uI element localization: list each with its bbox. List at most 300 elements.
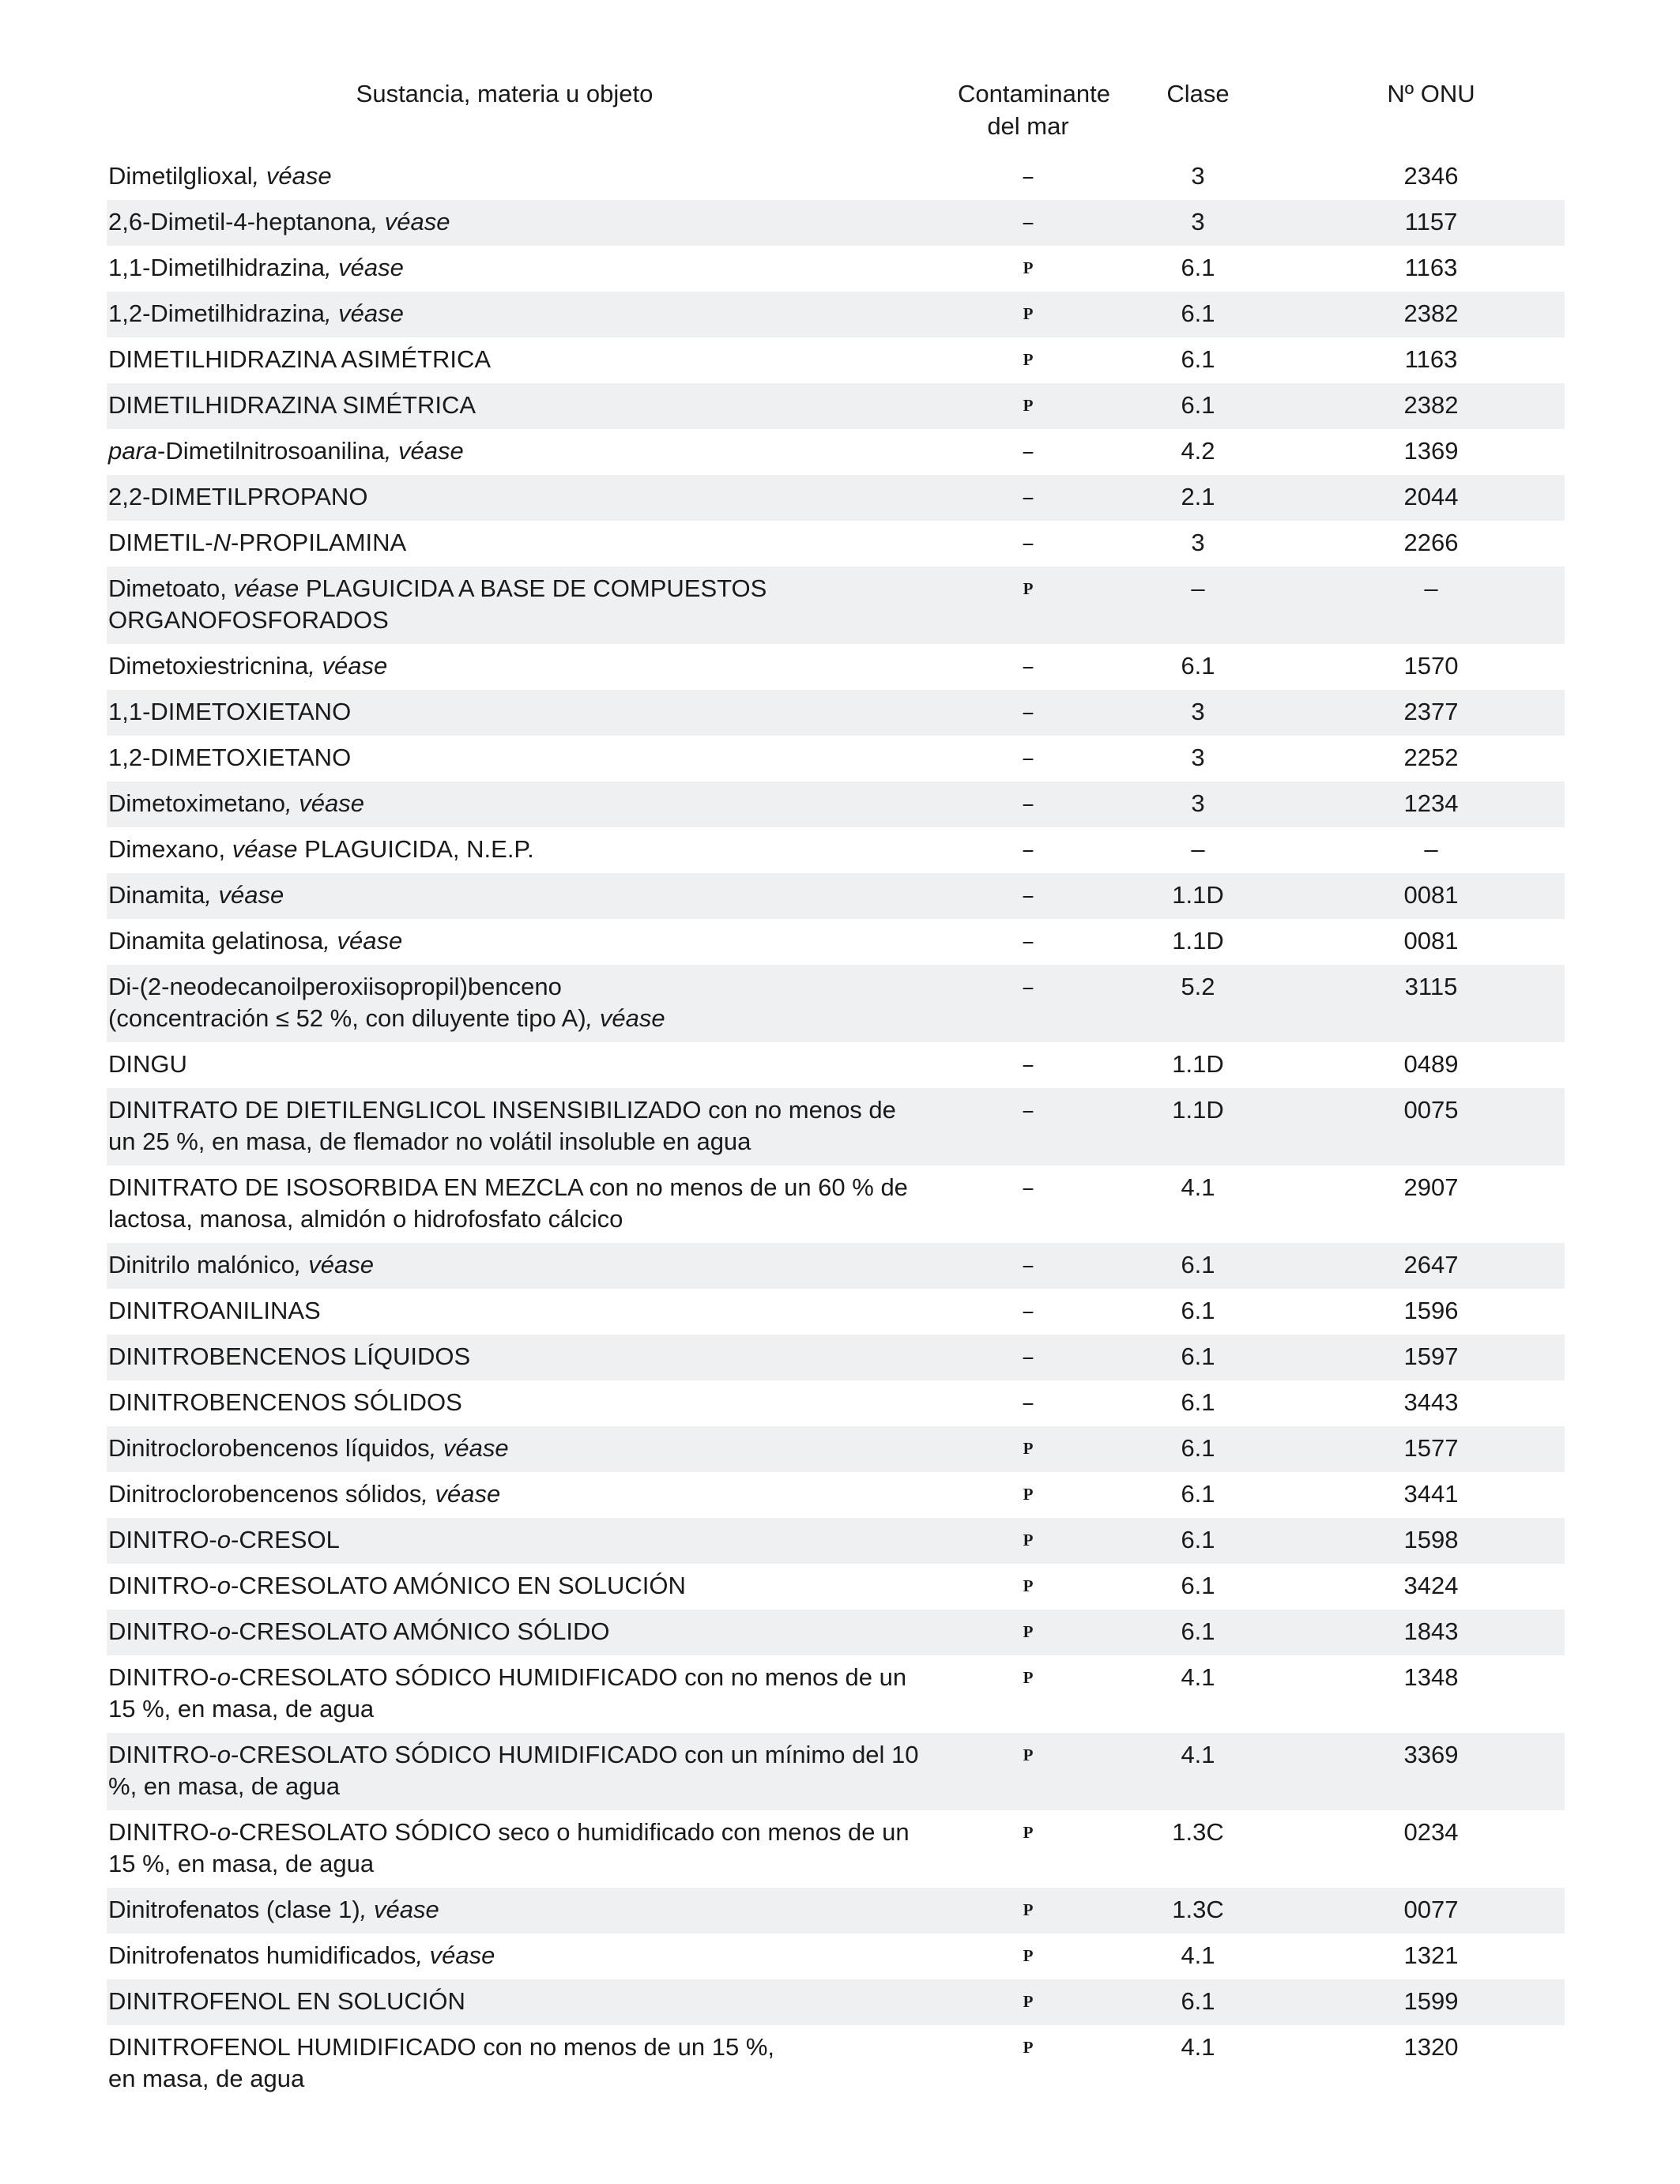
class-cell: 6.1 [1181, 1480, 1215, 1508]
marine-pollutant-dash: – [1022, 1388, 1034, 1417]
un-number-cell: 0489 [1403, 1050, 1459, 1078]
class-cell: 6.1 [1181, 1572, 1215, 1599]
substance-name-cell [107, 1472, 958, 1518]
substance-name-italic: , véase [416, 1941, 495, 1969]
substance-name-text: DINITROBENCENOS LÍQUIDOS [108, 1342, 471, 1370]
header-marine-pollutant: Contaminante del mar [958, 80, 1111, 140]
substance-name-italic: , véase [384, 437, 464, 465]
substance-name-italic: , véase [323, 927, 403, 955]
substance-name-text: Dinamita [108, 881, 205, 909]
substance-name-italic: o [217, 1572, 232, 1599]
substance-name-italic: , véase [586, 1004, 665, 1032]
un-number-cell: 2647 [1298, 1243, 1565, 1289]
table-row [107, 1289, 1565, 1335]
table-row [107, 154, 1565, 200]
un-number-cell: 1596 [1403, 1297, 1459, 1324]
marine-pollutant-mark: P [1023, 1900, 1034, 1919]
marine-pollutant-mark: P [1023, 258, 1034, 277]
substance-name-text: DIMETILHIDRAZINA ASIMÉTRICA [108, 345, 492, 373]
substance-name-text: DINITROFENOL EN SOLUCIÓN [108, 1987, 465, 2015]
class-cell: 1.3C [1172, 1818, 1224, 1846]
substance-name-cell [107, 1888, 958, 1934]
un-number-cell: 2346 [1403, 162, 1459, 190]
substance-name-cell [107, 1088, 958, 1165]
class-cell: 3 [1098, 781, 1298, 827]
marine-pollutant-cell [958, 383, 1098, 429]
class-cell: 4.1 [1181, 1941, 1215, 1969]
class-cell: 6.1 [1098, 383, 1298, 429]
table-row [107, 337, 1565, 383]
substance-name-cell [107, 919, 958, 965]
marine-pollutant-dash: – [1022, 927, 1034, 955]
substance-name-text: PLAGUICIDA A BASE DE COMPUESTOS ORGANOFOSFORADOS [108, 574, 767, 634]
marine-pollutant-dash: – [1022, 835, 1034, 864]
class-cell: 6.1 [1098, 1426, 1298, 1472]
substance-name-cell [107, 1518, 958, 1564]
substance-name-cell [107, 1655, 958, 1733]
un-number-cell: 1369 [1403, 437, 1459, 465]
substance-name-italic: o [217, 1663, 232, 1691]
marine-pollutant-cell [958, 1733, 1098, 1810]
table-row [107, 827, 1565, 873]
substance-name-text: -CRESOLATO AMÓNICO SÓLIDO [231, 1617, 610, 1645]
substance-name-cell [107, 690, 958, 736]
substance-name-italic: , véase [284, 789, 364, 817]
un-number-cell: 1597 [1298, 1335, 1565, 1380]
substance-name-text: 1,2-Dimetilhidrazina [108, 299, 325, 327]
marine-pollutant-cell [958, 1564, 1098, 1610]
un-number-cell: 2044 [1298, 475, 1565, 521]
substance-name-text: 1,1-DIMETOXIETANO [108, 698, 352, 725]
marine-pollutant-mark: P [1023, 1668, 1034, 1687]
marine-pollutant-cell [958, 1810, 1098, 1888]
marine-pollutant-mark: P [1023, 350, 1034, 369]
substance-name-italic: , véase [371, 208, 450, 235]
substance-name-text: Dinitrofenatos (clase 1) [108, 1896, 360, 1923]
table-row [107, 429, 1565, 475]
un-number-cell: 1570 [1403, 652, 1459, 680]
substance-name-italic: o [217, 1741, 232, 1768]
class-cell: 1.1D [1172, 927, 1224, 955]
marine-pollutant-cell [958, 1165, 1098, 1243]
un-number-cell: 2382 [1298, 383, 1565, 429]
un-number-cell: 1598 [1298, 1518, 1565, 1564]
substance-name-text: DINITRO- [108, 1572, 217, 1599]
substance-name-text: Dinitrilo malónico [108, 1251, 296, 1278]
table-row [107, 1655, 1565, 1733]
substance-name-cell [107, 1289, 958, 1335]
marine-pollutant-mark: P [1023, 304, 1034, 323]
class-cell: 2.1 [1098, 475, 1298, 521]
substance-name-text: DINITRO- [108, 1617, 217, 1645]
substance-name-italic: , véase [429, 1434, 509, 1462]
substance-name-cell [107, 292, 958, 337]
class-cell: – [1098, 567, 1298, 644]
un-number-cell: 1348 [1403, 1663, 1459, 1691]
class-cell: 3 [1191, 529, 1205, 556]
substance-name-text: en masa, de agua [108, 2065, 305, 2092]
substance-name-cell [107, 475, 958, 521]
substance-name-text: -CRESOLATO SÓDICO seco o humidificado con menos de un 15 %, en masa, de agua [108, 1818, 910, 1877]
substance-name-text: Dimetoximetano [108, 789, 285, 817]
substance-name-text: -PROPILAMINA [231, 529, 407, 556]
substance-name-cell [107, 1335, 958, 1380]
marine-pollutant-dash: – [1022, 1173, 1034, 1202]
substance-name-text: DINITRO- [108, 1663, 217, 1691]
un-number-cell: 1163 [1404, 254, 1458, 281]
un-number-cell: 1234 [1298, 781, 1565, 827]
table-row [107, 736, 1565, 781]
marine-pollutant-cell [958, 1289, 1098, 1335]
marine-pollutant-cell [958, 1610, 1098, 1655]
marine-pollutant-dash: – [1022, 483, 1034, 511]
marine-pollutant-dash: – [1022, 789, 1034, 818]
substance-name-text: -Dimetilnitrosoanilina [157, 437, 385, 465]
table-row [107, 200, 1565, 246]
un-number-cell: 2382 [1298, 292, 1565, 337]
marine-pollutant-cell [958, 781, 1098, 827]
un-number-cell: 3441 [1403, 1480, 1459, 1508]
substance-name-cell [107, 1426, 958, 1472]
class-cell: 6.1 [1181, 652, 1215, 680]
un-number-cell: 0075 [1298, 1088, 1565, 1165]
marine-pollutant-dash: – [1022, 652, 1034, 680]
table-row [107, 1380, 1565, 1426]
substance-name-italic: , véase [205, 881, 284, 909]
substance-name-text: 2,6-Dimetil-4-heptanona [108, 208, 371, 235]
marine-pollutant-mark: P [1023, 1622, 1034, 1641]
substance-name-italic: para [108, 437, 158, 465]
marine-pollutant-mark: P [1023, 1485, 1034, 1504]
substance-name-text: PLAGUICIDA, N.E.P. [297, 835, 534, 863]
marine-pollutant-dash: – [1022, 1297, 1034, 1325]
marine-pollutant-cell [958, 919, 1098, 965]
marine-pollutant-cell [958, 337, 1098, 383]
class-cell: – [1191, 835, 1205, 863]
table-row [107, 965, 1565, 1042]
table-row [107, 1165, 1565, 1243]
substance-name-italic: o [217, 1617, 232, 1645]
substance-name-cell [107, 154, 958, 200]
marine-pollutant-cell [958, 1888, 1098, 1934]
marine-pollutant-mark: P [1023, 1576, 1034, 1595]
marine-pollutant-dash: – [1022, 698, 1034, 726]
substance-name-text: Dimetilglioxal [108, 162, 253, 190]
substance-name-text: DINITRATO DE DIETILENGLICOL INSENSIBILIZADO con no menos de un 25 %, en masa, de flemador no volátil insoluble en agua [108, 1096, 896, 1155]
table-row [107, 1610, 1565, 1655]
marine-pollutant-mark: P [1023, 1992, 1034, 2011]
marine-pollutant-mark: P [1023, 1531, 1034, 1550]
substance-name-cell [107, 1934, 958, 1979]
marine-pollutant-cell [958, 246, 1098, 292]
substance-name-text: Dinamita gelatinosa [108, 927, 324, 955]
table-row [107, 1088, 1565, 1165]
class-cell: 5.2 [1098, 965, 1298, 1042]
marine-pollutant-cell [958, 873, 1098, 919]
substance-name-cell [107, 200, 958, 246]
substance-name-text: 2,2-DIMETILPROPANO [108, 483, 368, 510]
marine-pollutant-mark: P [1023, 396, 1034, 415]
un-number-cell: 3424 [1403, 1572, 1459, 1599]
marine-pollutant-mark: P [1023, 1439, 1034, 1458]
substance-name-cell [107, 1733, 958, 1810]
table-row [107, 567, 1565, 644]
substance-name-text: -CRESOLATO SÓDICO HUMIDIFICADO con no menos de un 15 %, en masa, de agua [108, 1663, 907, 1723]
substance-name-text: DINITROANILINAS [108, 1297, 321, 1324]
marine-pollutant-dash: – [1022, 1251, 1034, 1279]
marine-pollutant-cell [958, 1426, 1098, 1472]
class-cell: 6.1 [1181, 1388, 1215, 1416]
marine-pollutant-cell [958, 1335, 1098, 1380]
substance-name-text: Dimetoato, [108, 574, 234, 602]
marine-pollutant-cell [958, 154, 1098, 200]
marine-pollutant-cell [958, 2025, 1098, 2103]
marine-pollutant-cell [958, 1655, 1098, 1733]
marine-pollutant-dash: – [1022, 162, 1034, 190]
un-number-cell: 1843 [1298, 1610, 1565, 1655]
class-cell: 1.1D [1172, 1050, 1224, 1078]
table-row [107, 1979, 1565, 2025]
class-cell: 6.1 [1098, 1335, 1298, 1380]
marine-pollutant-dash: – [1022, 529, 1034, 557]
substance-name-cell [107, 1042, 958, 1088]
substance-name-italic: véase [233, 574, 299, 602]
substance-name-text: DINITRATO DE ISOSORBIDA EN MEZCLA con no menos de un 60 % de lactosa, manosa, almidón o hidrofosfato cálcico [108, 1173, 908, 1233]
un-number-cell: 0081 [1298, 873, 1565, 919]
substance-name-cell [107, 827, 958, 873]
substance-name-italic: , véase [324, 299, 404, 327]
class-cell: 6.1 [1098, 1518, 1298, 1564]
substance-name-cell [107, 521, 958, 567]
marine-pollutant-cell [958, 1979, 1098, 2025]
table-row [107, 690, 1565, 736]
class-cell: 4.1 [1181, 2033, 1215, 2061]
marine-pollutant-cell [958, 1934, 1098, 1979]
un-number-cell: 2377 [1298, 690, 1565, 736]
class-cell: 6.1 [1181, 1297, 1215, 1324]
un-number-cell: 1320 [1403, 2033, 1459, 2061]
marine-pollutant-cell [958, 1472, 1098, 1518]
marine-pollutant-mark: P [1023, 579, 1034, 598]
substance-name-text: DIMETILHIDRAZINA SIMÉTRICA [108, 391, 477, 419]
marine-pollutant-mark: P [1023, 1823, 1034, 1842]
substance-name-cell [107, 644, 958, 690]
marine-pollutant-cell [958, 1518, 1098, 1564]
substance-name-cell [107, 383, 958, 429]
class-cell: 6.1 [1181, 254, 1215, 281]
substance-name-text: Dinitroclorobencenos sólidos [108, 1480, 422, 1508]
dangerous-goods-table [107, 77, 1565, 2103]
marine-pollutant-dash: – [1022, 437, 1034, 465]
marine-pollutant-dash: – [1022, 208, 1034, 236]
class-cell: 3 [1098, 200, 1298, 246]
substance-name-text: (concentración ≤ 52 %, con diluyente tipo A) [108, 1004, 586, 1032]
marine-pollutant-cell [958, 521, 1098, 567]
table-row [107, 246, 1565, 292]
un-number-cell: – [1424, 835, 1438, 863]
marine-pollutant-dash: – [1022, 1342, 1034, 1371]
substance-name-text: Dinitrofenatos humidificados [108, 1941, 416, 1969]
marine-pollutant-dash: – [1022, 881, 1034, 909]
substance-name-text: -CRESOLATO AMÓNICO EN SOLUCIÓN [231, 1572, 686, 1599]
table-row [107, 1243, 1565, 1289]
table-row [107, 292, 1565, 337]
substance-name-italic: , véase [295, 1251, 374, 1278]
un-number-cell: 3443 [1403, 1388, 1459, 1416]
substance-name-cell [107, 736, 958, 781]
table-row [107, 2025, 1565, 2103]
marine-pollutant-cell [958, 827, 1098, 873]
table-row [107, 521, 1565, 567]
class-cell: 4.2 [1181, 437, 1215, 465]
substance-name-cell [107, 1810, 958, 1888]
substance-name-text: Dinitroclorobencenos líquidos [108, 1434, 430, 1462]
substance-name-cell [107, 246, 958, 292]
substance-name-italic: , véase [421, 1480, 501, 1508]
substance-name-italic: o [217, 1818, 232, 1846]
marine-pollutant-dash: – [1022, 1050, 1034, 1079]
marine-pollutant-dash: – [1022, 1096, 1034, 1124]
table-row [107, 781, 1565, 827]
table-header-row [107, 77, 1565, 154]
class-cell: 3 [1098, 690, 1298, 736]
class-cell: 6.1 [1098, 1610, 1298, 1655]
substance-name-cell [107, 873, 958, 919]
substance-name-italic: , véase [308, 652, 388, 680]
substance-name-cell [107, 1979, 958, 2025]
substance-name-italic: , véase [360, 1896, 439, 1923]
substance-name-text: Dimexano, [108, 835, 232, 863]
substance-name-cell [107, 567, 958, 644]
substance-name-cell [107, 2025, 958, 2103]
substance-name-text: DIMETIL- [108, 529, 213, 556]
marine-pollutant-cell [958, 475, 1098, 521]
marine-pollutant-mark: P [1023, 1946, 1034, 1965]
substance-name-text: -CRESOLATO SÓDICO HUMIDIFICADO con un mínimo del 10 %, en masa, de agua [108, 1741, 919, 1800]
un-number-cell: 1157 [1298, 200, 1565, 246]
marine-pollutant-mark: P [1023, 1745, 1034, 1764]
substance-name-text: DINITROFENOL HUMIDIFICADO con no menos de un 15 %, [108, 2033, 774, 2061]
class-cell: 6.1 [1098, 1243, 1298, 1289]
substance-name-cell [107, 781, 958, 827]
un-number-cell: 1577 [1298, 1426, 1565, 1472]
substance-name-italic: o [217, 1526, 232, 1553]
un-number-cell: 2266 [1403, 529, 1459, 556]
un-number-cell: 2252 [1403, 744, 1459, 771]
table-row [107, 1934, 1565, 1979]
table-row [107, 1518, 1565, 1564]
class-cell: 6.1 [1098, 292, 1298, 337]
un-number-cell: 2907 [1403, 1173, 1459, 1201]
table-row [107, 1426, 1565, 1472]
substance-name-cell [107, 1165, 958, 1243]
marine-pollutant-cell [958, 1243, 1098, 1289]
header-substance: Sustancia, materia u objeto [356, 80, 654, 107]
substance-name-text: DINITRO- [108, 1741, 217, 1768]
un-number-cell: 3115 [1298, 965, 1565, 1042]
marine-pollutant-cell [958, 736, 1098, 781]
marine-pollutant-cell [958, 1088, 1098, 1165]
table-row [107, 1042, 1565, 1088]
table-row [107, 873, 1565, 919]
class-cell: 1.1D [1098, 1088, 1298, 1165]
un-number-cell: 0234 [1403, 1818, 1459, 1846]
substance-name-italic: N [213, 529, 232, 556]
marine-pollutant-cell [958, 644, 1098, 690]
un-number-cell: 1321 [1403, 1941, 1459, 1969]
table-row [107, 1888, 1565, 1934]
marine-pollutant-cell [958, 1042, 1098, 1088]
substance-name-text: 1,2-DIMETOXIETANO [108, 744, 352, 771]
un-number-cell: 0077 [1298, 1888, 1565, 1934]
substance-name-italic: , véase [252, 162, 332, 190]
table-row [107, 1810, 1565, 1888]
table-row [107, 1564, 1565, 1610]
marine-pollutant-dash: – [1022, 744, 1034, 772]
marine-pollutant-cell [958, 1380, 1098, 1426]
marine-pollutant-cell [958, 965, 1098, 1042]
substance-name-text: Di-(2-neodecanoilperoxiisopropil)benceno [108, 973, 562, 1000]
class-cell: 1.1D [1098, 873, 1298, 919]
class-cell: 4.1 [1181, 1663, 1215, 1691]
substance-name-cell [107, 1243, 958, 1289]
substance-name-italic: véase [232, 835, 298, 863]
header-class: Clase [1166, 80, 1230, 107]
table-row [107, 644, 1565, 690]
class-cell: 3 [1191, 744, 1205, 771]
substance-name-cell [107, 337, 958, 383]
un-number-cell: 3369 [1298, 1733, 1565, 1810]
table-body [107, 154, 1565, 2103]
table-row [107, 1472, 1565, 1518]
substance-name-text: Dimetoxiestricnina [108, 652, 309, 680]
marine-pollutant-cell [958, 690, 1098, 736]
substance-name-text: DINITRO- [108, 1526, 217, 1553]
class-cell: 4.1 [1181, 1173, 1215, 1201]
un-number-cell: 1599 [1298, 1979, 1565, 2025]
substance-name-cell [107, 1380, 958, 1426]
class-cell: 4.1 [1098, 1733, 1298, 1810]
substance-name-cell [107, 1564, 958, 1610]
marine-pollutant-cell [958, 429, 1098, 475]
un-number-cell: 1163 [1404, 345, 1458, 373]
substance-name-text: DINITRO- [108, 1818, 217, 1846]
class-cell: 6.1 [1181, 345, 1215, 373]
table-row [107, 383, 1565, 429]
substance-name-cell [107, 1610, 958, 1655]
substance-name-italic: , véase [324, 254, 404, 281]
table-row [107, 1335, 1565, 1380]
substance-name-text: DINITROBENCENOS SÓLIDOS [108, 1388, 462, 1416]
header-un-number: Nº ONU [1387, 80, 1475, 107]
un-number-cell: – [1298, 567, 1565, 644]
marine-pollutant-dash: – [1022, 973, 1034, 1001]
substance-name-cell [107, 429, 958, 475]
substance-name-text: DINGU [108, 1050, 187, 1078]
class-cell: 1.3C [1098, 1888, 1298, 1934]
substance-table-page [107, 77, 1565, 2103]
marine-pollutant-cell [958, 567, 1098, 644]
substance-name-text: -CRESOL [231, 1526, 340, 1553]
marine-pollutant-cell [958, 200, 1098, 246]
substance-name-text: 1,1-Dimetilhidrazina [108, 254, 325, 281]
class-cell: 6.1 [1098, 1979, 1298, 2025]
table-row [107, 919, 1565, 965]
substance-name-cell [107, 965, 958, 1042]
table-row [107, 475, 1565, 521]
class-cell: 3 [1191, 162, 1205, 190]
table-row [107, 1733, 1565, 1810]
